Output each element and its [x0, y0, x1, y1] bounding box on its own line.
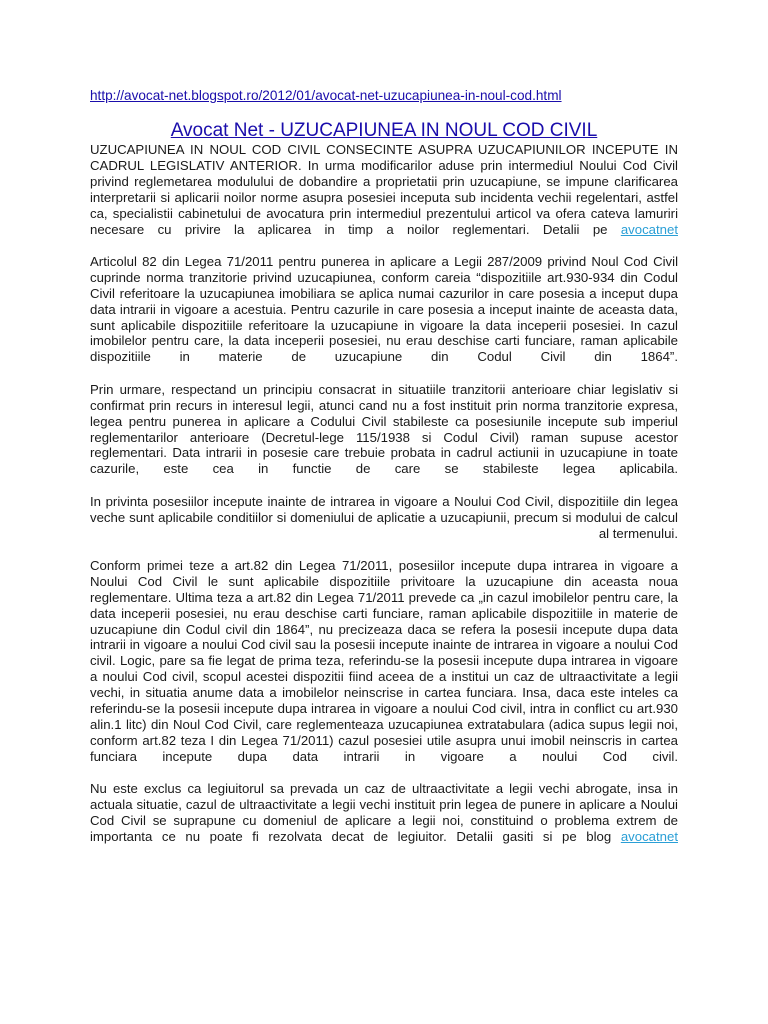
article-body — [90, 142, 678, 845]
paragraph-prin-urmare: Prin urmare, respectand un principiu consacrat in situatiile tranzitorii anterioare chiar legislativ si confirmat prin recurs in interesul legii, atunci cand nu a fost instituit prin norma tranzitorie expresa, legea pentru punerea in aplicare a Codului Civil stabileste ca posesiunile incepute sub imperiul reglementarilor anterioare (Decretul-lege 115/1938 si Codul Civil) raman supuse acestor reglementari. Data intrarii in posesie care trebuie probata in cadrul actiunii in uzucapiune in toate cazurile, este cea in functie de care se stabileste legea aplicabila. — [90, 381, 678, 477]
paragraph-concluzie-text: Nu este exclus ca legiuitorul sa prevada un caz de ultraactivitate a legii vechi abrogate, insa in actuala situatie, cazul de ultraactivitate a legii vechi instituit prin legea de punere in aplicare a Noului Cod Civil se suprapune cu domeniul de aplicare a legii noi, constituind o problema extrem de importanta ce nu poate fi rezolvata decat de legiuitor. Detalii gasiti si pe blog — [90, 781, 678, 844]
paragraph-intro — [90, 142, 678, 237]
paragraph-article-82: Articolul 82 din Legea 71/2011 pentru punerea in aplicare a Legii 287/2009 privind Noul Cod Civil cuprinde norma tranzitorie privind uzucapiunea, conform careia “dispozitiile art.930-934 din Codul Civil referitoare la uzucapiunea imobiliara se aplica numai cazurilor in care posesia a inceput dupa data intrarii in vigoare a acestuia. Pentru cazurile in care posesia a inceput inainte de aceasta data, sunt aplicabile dispozitiile referitoare la uzucapiune in vigoare la data inceperii posesiei. In cazul imobilelor pentru care, la data inceperii posesiei, nu erau deschise carti funciare, raman aplicabile dispozitiile in materie de uzucapiune din Codul Civil din 1864”. — [90, 253, 678, 365]
paragraph-conform-primei-teze: Conform primei teze a art.82 din Legea 71/2011, posesiilor incepute dupa intrarea in vigoare a Noului Cod Civil le sunt aplicabile dispozitiile privitoare la uzucapiune din aceasta noua reglementare. Ultima teza a art.82 din Legea 71/2011 prevede ca „in cazul imobilelor pentru care, la data inceperii posesiei, nu erau deschise carti funciare, raman aplicabile dispozitiile in materie de uzucapiune din Codul civil din 1864”, nu precizeaza daca se refera la posesii incepute dupa data intrarii in vigoare a noului Cod civil sau la posesii incepute inainte de intrarea in vigoare a noului Cod civil. Logic, pare sa fie legat de prima teza, referindu-se la posesii incepute dupa intrarea in vigoare a noului Cod civil, scopul acestei dispozitii fiind aceea de a institui un caz de ultraactivitate a legii vechi, in situatia anume data a imobilelor neinscrise in cartea funciara. Insa, daca este inteles ca referindu-se la posesii incepute dupa intrarea in vigoare a noului Cod civil, intra in conflict cu art.930 alin.1 litc) din Noul Cod Civil, care reglementeaza uzucapiunea extratabulara (adica supus legii noi, conform art.82 teza I din Legea 71/2011) cazul posesiei utile asupra unui imobil neinscris in cartea funciara incepute dupa data intrarii in vigoare a noului Cod civil. — [90, 557, 678, 764]
article-title-link[interactable]: Avocat Net - UZUCAPIUNEA IN NOUL COD CIVIL — [170, 120, 598, 141]
avocatnet-link[interactable]: avocatnet — [620, 221, 678, 237]
paragraph-concluzie — [90, 781, 678, 845]
avocatnet-blog-link[interactable]: avocatnet — [620, 828, 678, 844]
paragraph-intro-text: UZUCAPIUNEA IN NOUL COD CIVIL CONSECINTE ASUPRA UZUCAPIUNILOR INCEPUTE IN CADRUL LEGISLATIV ANTERIOR. In urma modificarilor aduse prin intermediul Noului Cod Civil privind reglemetarea modulului de dobandire a proprietatii prin uzucapiune, se impune clarificarea interpretarii si aplicarii noilor norme asupra posesiei inceputa sub incidenta vechii regelentari, astfel ca, specialistii cabinetului de avocatura prin intermediul prezentului articol va ofera cateva lamuriri necesare cu privire la aplicarea in timp a noilor reglementari. Detalii pe — [90, 142, 678, 237]
source-url-link[interactable]: http://avocat-net.blogspot.ro/2012/01/avocat-net-uzucapiunea-in-noul-cod.html — [90, 88, 562, 103]
paragraph-posesii-anterioare: In privinta posesiilor incepute inainte de intrarea in vigoare a Noului Cod Civil, dispozitiile din legea veche sunt aplicabile conditiilor si domeniului de aplicatie a uzucapiunii, precum si modului de calcul al termenului. — [90, 493, 678, 541]
